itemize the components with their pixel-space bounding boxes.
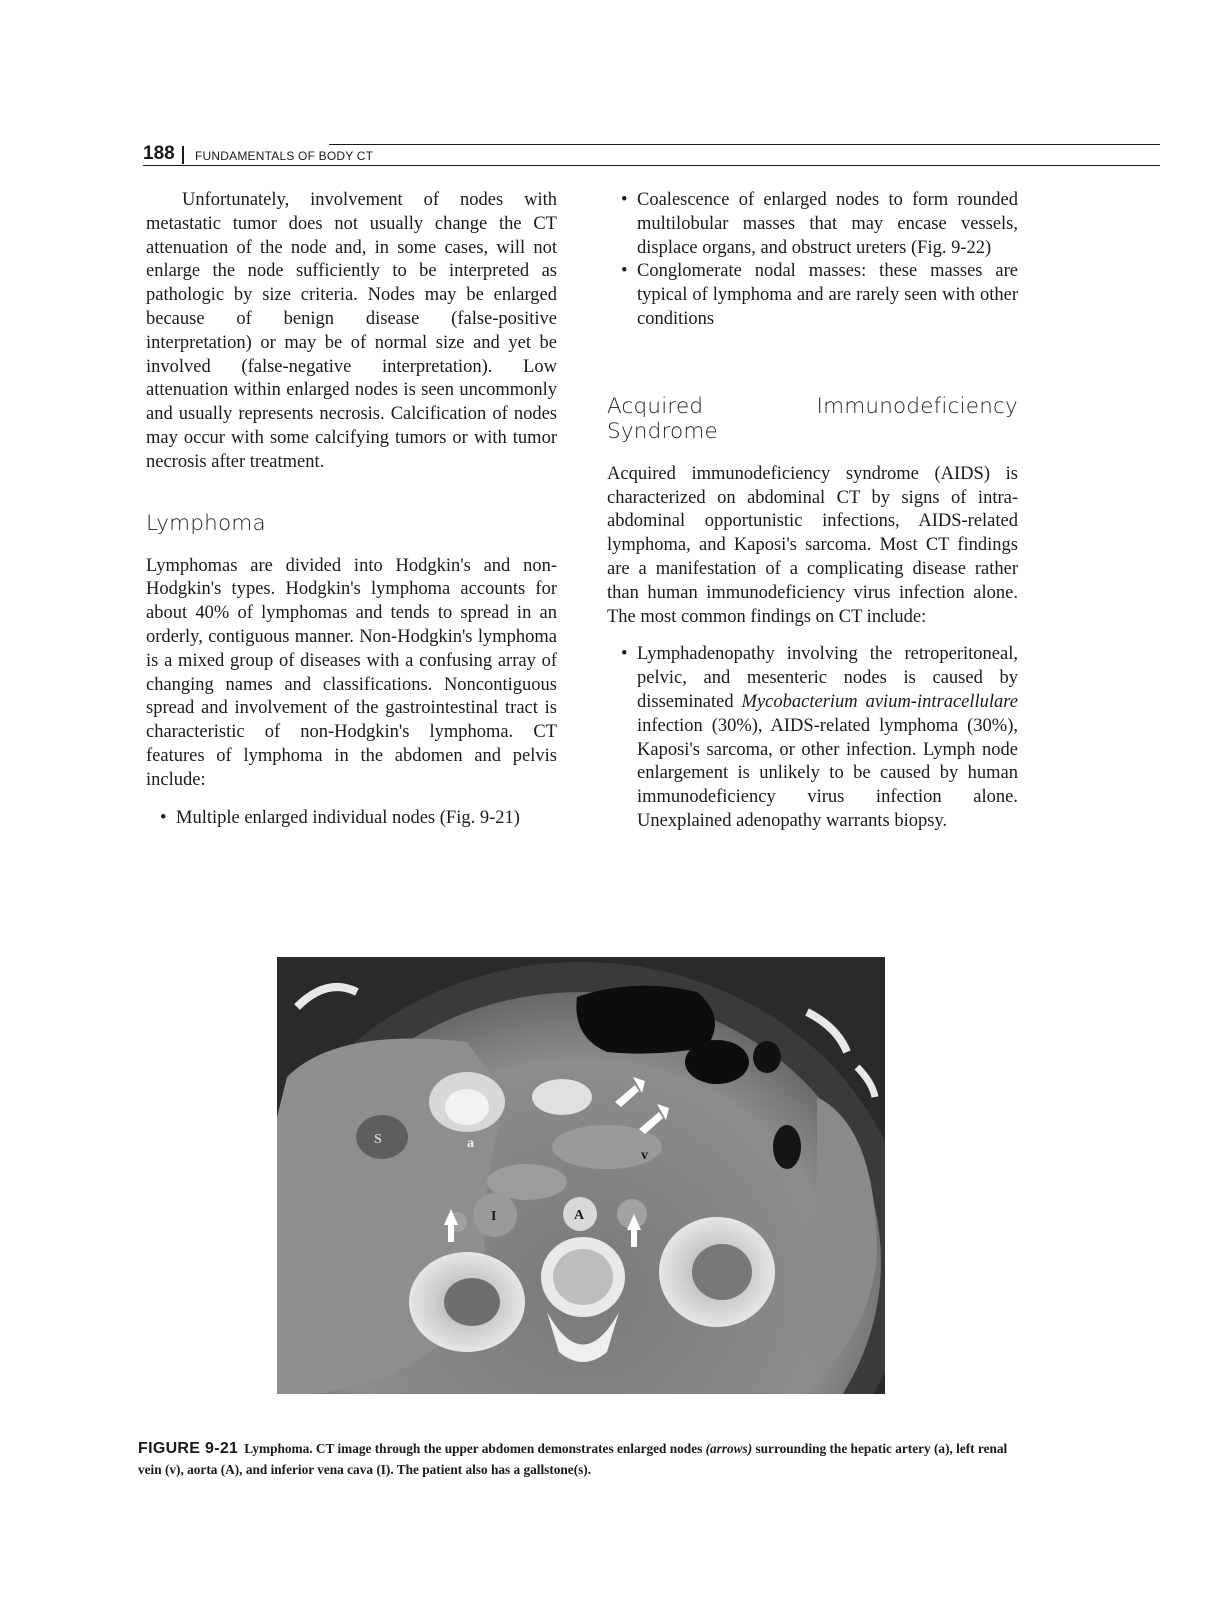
bullet-glyph: • bbox=[160, 807, 167, 828]
ct-scan-figure bbox=[277, 957, 885, 1394]
bullet-glyph: • bbox=[621, 261, 628, 282]
bullet-text: Conglomerate nodal masses: these masses are typical of lymphoma and are rarely seen with other conditions bbox=[637, 261, 1018, 329]
caption-body-pre: CT image through the upper abdomen demonstrates enlarged nodes bbox=[312, 1441, 706, 1456]
label-hepatic-artery: a bbox=[467, 1136, 474, 1151]
list-item bbox=[146, 807, 557, 831]
label-ivc: I bbox=[491, 1209, 497, 1224]
label-renal-vein: v bbox=[641, 1148, 648, 1163]
label-aorta: A bbox=[574, 1208, 585, 1223]
heading-lymphoma: Lymphoma bbox=[146, 510, 266, 536]
lymphoma-features-list bbox=[146, 807, 557, 831]
caption-body-post: surrounding the hepatic artery (a), left renal vein (v), aorta (A), and inferior vena cava (I). The patient also has a gallstone(s). bbox=[138, 1441, 1008, 1477]
caption-body-italic: (arrows) bbox=[705, 1441, 753, 1456]
figure-caption bbox=[138, 1438, 1018, 1480]
header-divider bbox=[182, 146, 184, 164]
page-number: 188 bbox=[143, 143, 175, 164]
list-item bbox=[607, 260, 1018, 331]
bullet-text-italic: Mycobacterium avium-intracellulare bbox=[741, 691, 1019, 712]
lymphoma-features-list-continued bbox=[607, 189, 1018, 332]
ct-scan-image bbox=[277, 957, 885, 1394]
list-item bbox=[607, 643, 1018, 833]
running-title: FUNDAMENTALS OF BODY CT bbox=[195, 149, 374, 163]
label-gallstone: S bbox=[374, 1132, 382, 1147]
header-rule-top bbox=[329, 144, 1160, 145]
bullet-text: Coalescence of enlarged nodes to form rounded multilobular masses that may encase vessels, displace organs, and obstruct ureters (Fig. 9-22) bbox=[637, 190, 1018, 258]
list-item bbox=[607, 189, 1018, 260]
paragraph-metastatic-nodes: Unfortunately, involvement of nodes with metastatic tumor does not usually change the CT attenuation of the node and, in some cases, will not enlarge the node sufficiently to be interpreted as pathologic by size criteria. Nodes may be enlarged because of benign disease (false-positive interpretation) or may be of normal size and yet be involved (false-negative interpretation). Low attenuation within enlarged nodes is seen uncommonly and usually represents necrosis. Calcification of nodes may occur with some calcifying tumors or with tumor necrosis after treatment. bbox=[146, 190, 557, 472]
aids-findings-list bbox=[607, 643, 1018, 833]
bullet-text-pre: Lymphadenopathy involving the retroperitoneal, pelvic, and mesenteric nodes is caused by disseminated bbox=[637, 644, 1018, 712]
paragraph-aids: Acquired immunodeficiency syndrome (AIDS) is characterized on abdominal CT by signs of intra-abdominal opportunistic infections, AIDS-related lymphoma, and Kaposi's sarcoma. Most CT findings are a manifestation of a complicating disease rather than human immunodeficiency virus infection alone. The most common findings on CT include: bbox=[607, 463, 1018, 627]
caption-title: Lymphoma. bbox=[244, 1441, 313, 1456]
heading-aids: Acquired Immunodeficiency Syndrome bbox=[607, 393, 1018, 444]
paragraph-lymphoma: Lymphomas are divided into Hodgkin's and non-Hodgkin's types. Hodgkin's lymphoma accounts for about 40% of lymphomas and tends to spread in an orderly, contiguous manner. Non-Hodgkin's lymphoma is a mixed group of diseases with a confusing array of changing names and classifications. Noncontiguous spread and involvement of the gastrointestinal tract is characteristic of non-Hodgkin's lymphoma. CT features of lymphoma in the abdomen and pelvis include: bbox=[146, 555, 557, 790]
header-rule-bottom bbox=[143, 165, 1160, 166]
bullet-text: Multiple enlarged individual nodes (Fig. 9-21) bbox=[176, 807, 520, 828]
figure-label: FIGURE 9-21 bbox=[138, 1440, 239, 1457]
left-column bbox=[146, 189, 557, 830]
bullet-glyph: • bbox=[621, 190, 628, 210]
bullet-glyph: • bbox=[621, 644, 628, 665]
bullet-text-post: infection (30%), AIDS-related lymphoma (30%), Kaposi's sarcoma, or other infection. Lymph node enlargement is unlikely to be caused by human immunodeficiency virus infection alone. Unexplained adenopathy warrants biopsy. bbox=[637, 715, 1018, 831]
right-column bbox=[607, 189, 1018, 834]
running-header bbox=[143, 144, 1018, 166]
